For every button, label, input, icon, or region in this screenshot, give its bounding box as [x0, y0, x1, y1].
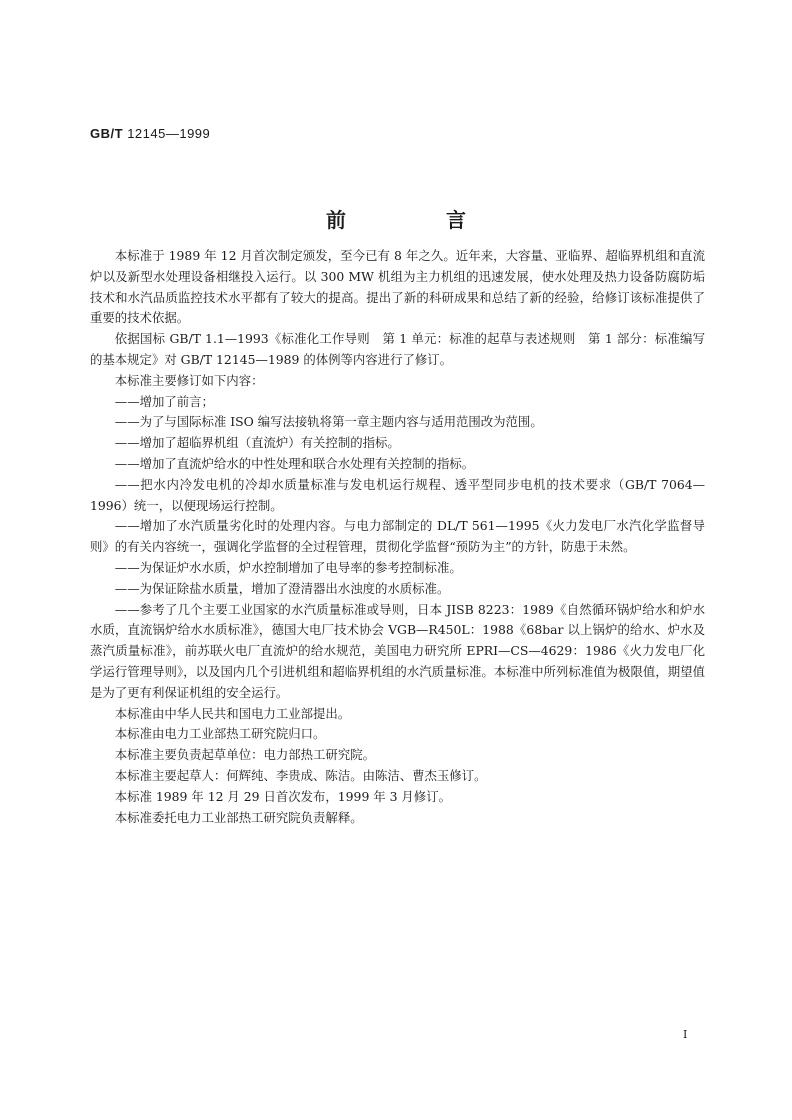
- revision-item: ——增加了直流炉给水的中性处理和联合水处理有关控制的指标。: [114, 455, 475, 471]
- page-number: I: [683, 1028, 688, 1041]
- revision-item: ——为保证除盐水质量，增加了澄清器出水浊度的水质标准。: [114, 580, 450, 596]
- paragraph-release-date: 本标准 1989 年 12 月 29 日首次发布，1999 年 3 月修订。: [114, 788, 451, 804]
- paragraph-drafting-unit: 本标准主要负责起草单位：电力部热工研究院。: [114, 747, 375, 763]
- paragraph-intro: 本标准于 1989 年 12 月首次制定颁发，至今已有 8 年之久。近年来，大容量、亚临界、超临界机组和直流炉以及新型水处理设备相继投入运行。以 300 MW 机组为主力机组的迅速发展，使水处理及热力设备防腐防垢技术和水汽品质监控技术水平都有了较大的提高。提出了新的科研成果和总结了新的经验，给修订该标准提供了重要的技术依据。: [90, 248, 705, 326]
- standard-number-header: [90, 126, 210, 141]
- paragraph-administrator: 本标准由电力工业部热工研究院归口。: [114, 726, 326, 742]
- paragraph-drafters: 本标准主要起草人：何辉纯、李贵成、陈洁。由陈洁、曹杰玉修订。: [114, 767, 487, 783]
- revision-item: ——增加了前言；: [114, 393, 214, 409]
- revision-item: ——把水内冷发电机的冷却水质量标准与发电机运行规程、透平型同步电机的技术要求（GB/T 7064—1996）统一，以便现场运行控制。: [90, 476, 705, 513]
- standard-code: GB/T: [90, 126, 124, 141]
- paragraph-interpretation: 本标准委托电力工业部热工研究院负责解释。: [114, 809, 363, 825]
- page-title: 前 言: [326, 208, 506, 232]
- revision-item: ——增加了水汽质量劣化时的处理内容。与电力部制定的 DL/T 561—1995《火力发电厂水汽化学监督导则》的有关内容统一，强调化学监督的全过程管理，贯彻化学监督“预防为主”的方针，防患于未然。: [90, 518, 705, 555]
- paragraph-proposer: 本标准由中华人民共和国电力工业部提出。: [114, 705, 351, 721]
- revision-item: ——增加了超临界机组（直流炉）有关控制的指标。: [114, 435, 400, 451]
- revision-item: ——为了与国际标准 ISO 编写法接轨将第一章主题内容与适用范围改为范围。: [114, 414, 543, 430]
- revision-item: ——参考了几个主要工业国家的水汽质量标准或导则，日本 JISB 8223：1989《自然循环锅炉给水和炉水水质，直流锅炉给水水质标准》，德国大电厂技术协会 VGB—R450L：1988《68bar 以上锅炉的给水、炉水及蒸汽质量标准》，前苏联火电厂直流炉的给水规范，美国电力研究所 EPRI—CS—4629：1986《火力发电厂化学运行管理导则》，以及国内几个引进机组和超临界机组的水汽质量标准。本标准中所列标准值为极限值，期望值是为了更有利保证机组的安全运行。: [90, 601, 705, 700]
- revision-item: ——为保证炉水水质，炉水控制增加了电导率的参考控制标准。: [114, 559, 462, 575]
- foreword-body: [90, 246, 705, 828]
- paragraph-revision-heading: 本标准主要修订如下内容：: [114, 372, 264, 388]
- paragraph-basis: 依据国标 GB/T 1.1—1993《标准化工作导则 第 1 单元：标准的起草与表述规则 第 1 部分：标准编写的基本规定》对 GB/T 12145—1989 的体例等内容进行了修订。: [90, 331, 705, 367]
- standard-number: 12145—1999: [127, 126, 211, 141]
